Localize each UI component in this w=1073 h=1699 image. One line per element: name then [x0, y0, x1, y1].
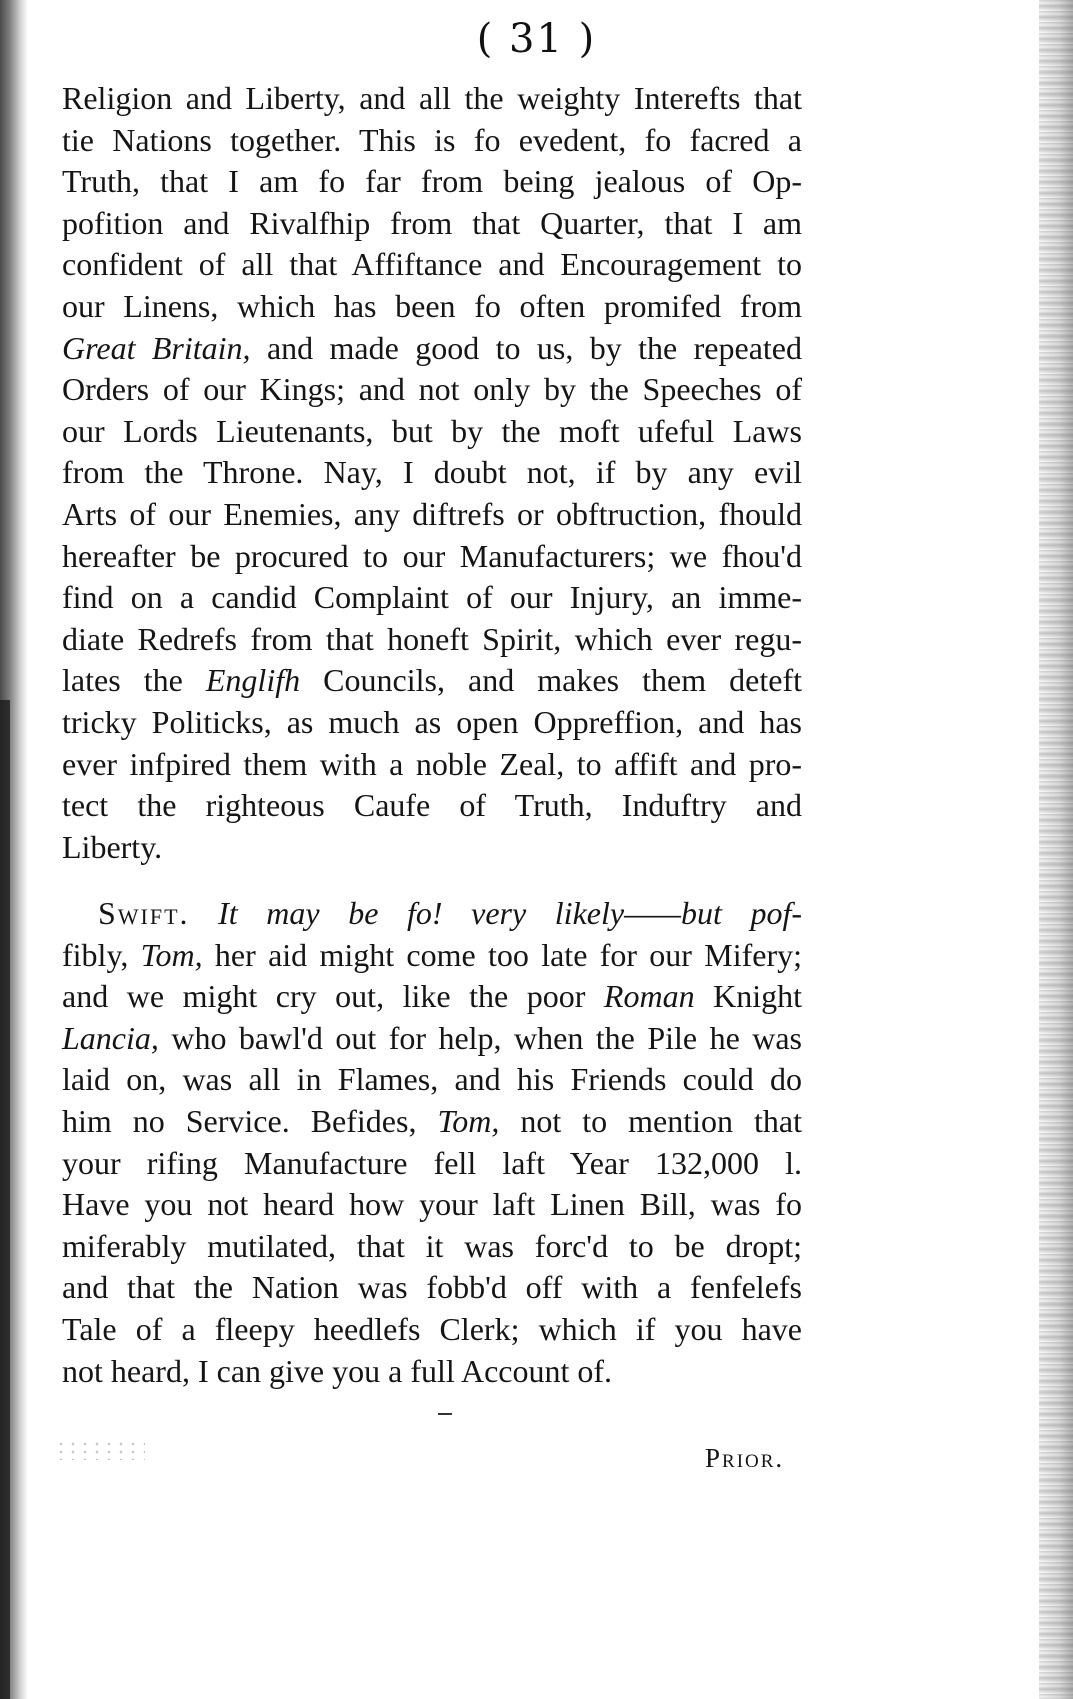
italic-text: Great Britain,	[62, 329, 251, 366]
text-line: our Linens, which has been fo often promifed from	[62, 287, 802, 324]
text-line	[62, 1101, 802, 1143]
text-line	[62, 935, 802, 977]
text-segment: lates the	[62, 662, 206, 699]
speaker-name: Swift.	[98, 895, 190, 931]
text-line: our Lords Lieutenants, but by the moft ufeful Laws	[62, 412, 802, 449]
text-line: Truth, that I am fo far from being jealous of Op-	[62, 163, 802, 200]
text-segment: and we might cry out, like the poor	[62, 978, 604, 1015]
text-line: from the Throne. Nay, I doubt not, if by any evil	[62, 454, 802, 491]
text-line: find on a candid Complaint of our Injury, an imme-	[62, 579, 802, 616]
catchword: Prior.	[705, 1443, 785, 1473]
text-line	[62, 328, 802, 370]
text-line: Liberty.	[62, 828, 163, 865]
italic-text: Roman	[603, 978, 695, 1015]
text-segment: him no Service. Befides,	[62, 1102, 438, 1139]
binding-shadow-dark	[0, 700, 10, 1699]
text-line: pofition and Rivalfhip from that Quarter, that I am	[62, 204, 802, 241]
text-line: and that the Nation was fobb'd off with a fenfelefs	[62, 1269, 802, 1306]
text-segment: her aid might come too late for our Mifery;	[202, 936, 803, 973]
italic-text: Lancia,	[62, 1019, 159, 1056]
italic-text: It may be fo! very likely——but pof-	[189, 895, 802, 931]
text-segment: Councils, and makes them deteft	[300, 662, 803, 699]
paragraph-2	[62, 893, 802, 1392]
text-line: tect the righteous Caufe of Truth, Induftry and	[62, 787, 802, 824]
text-segment: Knight	[694, 978, 802, 1015]
text-segment: fibly,	[62, 936, 141, 973]
text-line: Religion and Liberty, and all the weighty Interefts that	[62, 80, 802, 116]
text-line: Orders of our Kings; and not only by the Speeches of	[62, 371, 802, 408]
italic-text: Tom,	[140, 936, 203, 973]
text-line: laid on, was all in Flames, and his Friends could do	[62, 1061, 802, 1098]
text-line: Have you not heard how your laft Linen Bill, was fo	[62, 1186, 802, 1223]
paragraph-1	[62, 78, 802, 868]
italic-text: Englifh	[205, 662, 301, 699]
text-line: not heard, I can give you a full Account of.	[62, 1352, 613, 1389]
text-segment: not to mention that	[499, 1102, 802, 1139]
scan-specks	[55, 1440, 145, 1460]
text-line	[62, 660, 802, 702]
rule-mark	[438, 1413, 452, 1415]
text-line: hereafter be procured to our Manufacturers; we fhou'd	[62, 537, 802, 574]
text-line: ever infpired them with a noble Zeal, to affift and pro-	[62, 745, 802, 782]
text-line: tricky Politicks, as much as open Oppreffion, and has	[62, 703, 802, 740]
text-line: Arts of our Enemies, any diftrefs or obftruction, fhould	[62, 495, 802, 532]
text-line: your rifing Manufacture fell laft Year 132,000 l.	[62, 1144, 802, 1181]
text-line	[62, 976, 802, 1018]
text-segment: and made good to us, by the repeated	[250, 329, 803, 366]
text-line: tie Nations together. This is fo evedent, fo facred a	[62, 121, 802, 158]
page-edge-right	[1039, 0, 1073, 1699]
italic-text: Tom,	[437, 1102, 500, 1139]
text-line: Tale of a fleepy heedlefs Clerk; which if you have	[62, 1310, 802, 1347]
text-line	[62, 893, 802, 935]
text-line	[62, 1018, 802, 1060]
page-number: ( 31 )	[476, 16, 597, 62]
text-segment: who bawl'd out for help, when the Pile he was	[158, 1019, 802, 1056]
text-line: confident of all that Affiftance and Encouragement to	[62, 246, 802, 283]
text-line: diate Redrefs from that honeft Spirit, which ever regu-	[62, 620, 802, 657]
text-line: miferably mutilated, that it was forc'd to be dropt;	[62, 1227, 802, 1264]
